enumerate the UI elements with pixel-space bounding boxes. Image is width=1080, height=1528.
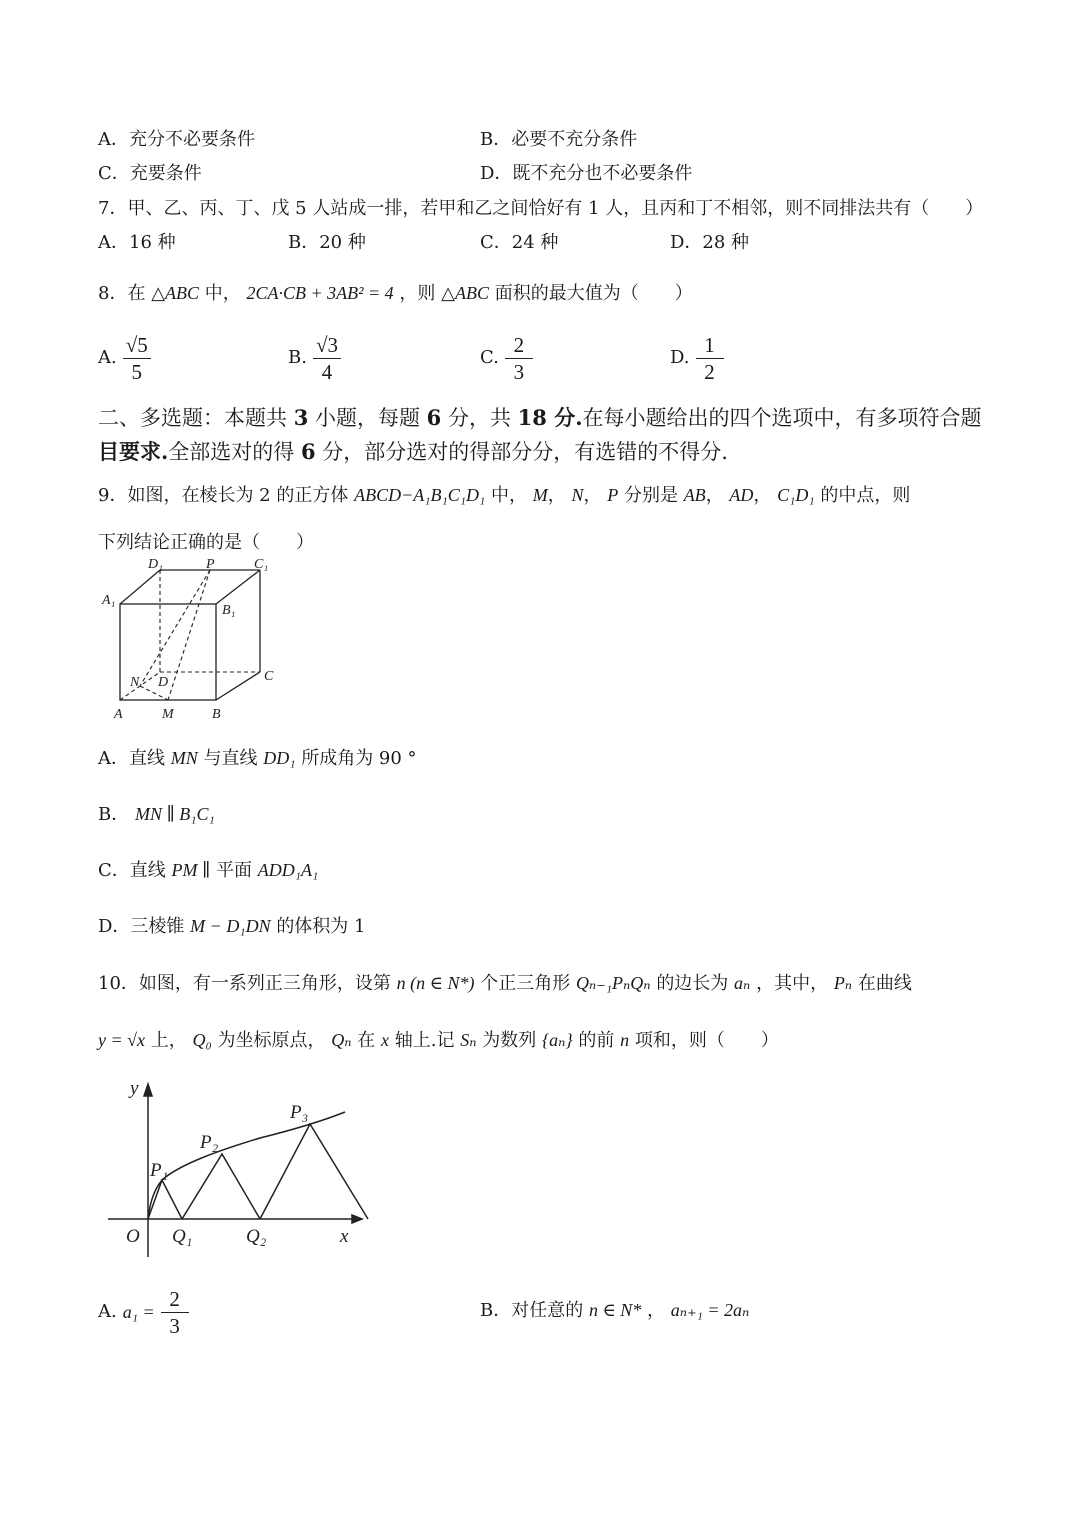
q9-stem-line2: 下列结论正确的是（ ） xyxy=(98,532,314,553)
label-b: B xyxy=(212,707,221,722)
section-number: 3 xyxy=(293,405,309,430)
q10-text: 轴上.记 xyxy=(394,1030,455,1051)
label-c1: C₁ xyxy=(254,557,269,572)
q9-option-d xyxy=(98,914,366,939)
q9-text: ， xyxy=(583,485,602,506)
label-d1: D₁ xyxy=(148,557,163,572)
q7-option-b: B．20 种 xyxy=(288,232,366,253)
triangle-1 xyxy=(148,1180,182,1219)
q10-text: 的前 xyxy=(578,1030,615,1051)
q10-text: 在 xyxy=(357,1030,376,1051)
section-text: 全部选对的得 xyxy=(168,440,301,464)
q10-text: 上， xyxy=(150,1030,187,1051)
q9-option-a xyxy=(98,746,417,771)
curve-sqrt-x xyxy=(148,1112,345,1219)
q10-expression: Q₀ xyxy=(192,1030,212,1050)
q10-expression: Qₙ₋₁PₙQₙ xyxy=(575,973,651,993)
q9-stem-line1 xyxy=(98,483,910,508)
q9-text: D．三棱锥 xyxy=(98,916,185,937)
q9-segment: MN xyxy=(170,748,198,768)
q9-option-c xyxy=(98,858,318,883)
q6-option-c: C．充要条件 xyxy=(98,163,202,184)
q9-text: B． xyxy=(98,804,130,825)
q9-segment: DD₁ xyxy=(263,748,296,768)
q10-stem-line2 xyxy=(98,1028,779,1053)
label-p3: P₃ xyxy=(290,1102,309,1123)
q9-text: 分别是 xyxy=(623,485,678,506)
q10-expression: a₁ = xyxy=(122,1302,155,1322)
section-text: 分，部分选对的得部分分，有选错的不得分. xyxy=(315,440,728,464)
label-p1: P₁ xyxy=(150,1160,169,1181)
cube-edge-bc xyxy=(216,672,260,700)
fraction xyxy=(161,1288,189,1337)
section2-heading-line1 xyxy=(98,403,982,433)
denominator: 3 xyxy=(169,1313,180,1338)
q10-expression: n xyxy=(620,1030,630,1050)
denominator: 5 xyxy=(131,359,142,384)
q10-expression: Sₙ xyxy=(460,1030,477,1050)
q10-text: B．对任意的 xyxy=(480,1300,584,1321)
section-text: 分，共 xyxy=(441,406,518,430)
q10-expression: {aₙ} xyxy=(541,1030,573,1050)
q10-text: 项和，则（ ） xyxy=(634,1030,779,1051)
numerator: 2 xyxy=(513,332,525,357)
q9-text: ， xyxy=(705,485,724,506)
q9-point: P xyxy=(607,485,619,505)
q8-option-c xyxy=(480,330,533,386)
q10-expression: n (n ∈ N*) xyxy=(396,973,475,993)
label-d: D xyxy=(158,675,169,690)
label-y: y xyxy=(130,1078,139,1099)
q10-expression: n ∈ N* xyxy=(588,1300,642,1320)
fraction xyxy=(123,334,151,383)
q6-option-b: B．必要不充分条件 xyxy=(480,129,638,150)
q7-option-d: D．28 种 xyxy=(670,232,750,253)
q9-expression: MN ∥ B₁C₁ xyxy=(134,804,215,824)
segment-pm xyxy=(168,570,210,700)
label-x: x xyxy=(340,1226,349,1247)
section-text: 二、多选题：本题共 xyxy=(98,406,294,430)
denominator: 2 xyxy=(704,359,715,384)
q7-option-a: A．16 种 xyxy=(98,232,176,253)
q6-option-a: A．充分不必要条件 xyxy=(98,129,255,150)
q8-option-b xyxy=(288,330,341,386)
option-label: C. xyxy=(480,347,499,368)
numerator: 2 xyxy=(169,1286,180,1311)
denominator: 4 xyxy=(321,359,333,384)
q9-text: 中， xyxy=(491,485,527,506)
q9-cube-name: ABCD−A₁B₁C₁D₁ xyxy=(354,485,486,505)
q9-text: ， xyxy=(753,485,772,506)
label-p: P xyxy=(206,557,215,572)
section-number: 6 xyxy=(426,405,442,430)
section-text: 在每小题给出的四个选项中，有多项符合题 xyxy=(582,406,982,430)
fraction-bar xyxy=(505,358,533,359)
fraction xyxy=(313,334,341,383)
q9-text: 平面 xyxy=(216,860,253,881)
option-label: B. xyxy=(288,347,307,368)
label-n: N xyxy=(130,675,140,690)
q8-number: 8．在 xyxy=(98,283,146,304)
numerator: 1 xyxy=(704,332,715,357)
label-b1: B₁ xyxy=(222,603,236,618)
q10-option-b xyxy=(480,1298,749,1323)
q10-expression: x xyxy=(380,1030,389,1050)
option-label: D. xyxy=(670,347,690,368)
q8-triangle: △ABC xyxy=(441,283,489,303)
q9-text: ， xyxy=(547,485,566,506)
numerator: √5 xyxy=(125,332,148,357)
q9-text: 的中点，则 xyxy=(820,485,911,506)
q8-vector-expression: 2CA·CB + 3AB² = 4 xyxy=(246,283,394,303)
triangle-3 xyxy=(260,1124,368,1219)
q9-segment: AB xyxy=(683,485,706,505)
label-p2: P₂ xyxy=(200,1132,219,1153)
fraction-bar xyxy=(123,358,151,359)
triangle-2 xyxy=(182,1154,260,1219)
q10-expression: aₙ₊₁ = 2aₙ xyxy=(670,1300,750,1320)
q8-option-d xyxy=(670,330,724,386)
q8-option-a xyxy=(98,330,151,386)
numerator: √3 xyxy=(315,332,338,357)
q9-plane: ADD₁A₁ xyxy=(257,860,319,880)
q9-point: M xyxy=(532,485,548,505)
q10-text: 10．如图，有一系列正三角形，设第 xyxy=(98,973,391,994)
q10-option-a xyxy=(98,1284,189,1340)
q8-stem xyxy=(98,281,693,306)
y-axis-arrow xyxy=(144,1084,152,1096)
q9-segment: C₁D₁ xyxy=(777,485,815,505)
label-a1: A₁ xyxy=(102,593,116,608)
q7-stem: 7．甲、乙、丙、丁、戊 5 人站成一排，若甲和乙之间恰好有 1 人，且丙和丁不相邻，则不同排法共有（ ） xyxy=(98,198,984,219)
section2-heading-line2 xyxy=(98,437,728,467)
label-c: C xyxy=(264,669,274,684)
section-text: 小题，每题 xyxy=(308,406,427,430)
cube-edge-b1c1 xyxy=(216,570,260,604)
q10-text: 为坐标原点， xyxy=(217,1030,326,1051)
q9-text: 9．如图，在棱长为 2 的正方体 xyxy=(98,485,349,506)
q9-expression: PM ∥ xyxy=(171,860,211,880)
q9-cube-figure xyxy=(98,556,288,726)
option-label: A. xyxy=(98,1301,117,1322)
q10-expression: aₙ xyxy=(734,973,751,993)
q9-text: 与直线 xyxy=(203,748,258,769)
q10-expression: y = √x xyxy=(98,1030,146,1050)
q9-text: 所成角为 90 ° xyxy=(301,748,417,769)
label-o: O xyxy=(126,1226,140,1247)
fraction-bar xyxy=(161,1312,189,1313)
q10-text: 的边长为 xyxy=(656,973,729,994)
section-text: 目要求. xyxy=(98,439,169,464)
q9-text: A．直线 xyxy=(98,748,165,769)
q8-text: 面积的最大值为（ ） xyxy=(494,283,693,304)
q10-expression: Pₙ xyxy=(833,973,853,993)
q6-option-d: D．既不充分也不必要条件 xyxy=(480,163,693,184)
q9-text: C．直线 xyxy=(98,860,166,881)
segment-pn xyxy=(140,570,210,686)
q10-text: ，其中， xyxy=(756,973,829,994)
denominator: 3 xyxy=(513,359,525,384)
q9-point: N xyxy=(571,485,584,505)
section-text: 分. xyxy=(546,405,583,430)
q10-text: 为数列 xyxy=(482,1030,537,1051)
q9-expression: M − D₁DN xyxy=(190,916,271,936)
q8-text: 中， xyxy=(204,283,241,304)
section-number: 18 xyxy=(517,405,547,430)
label-q1: Q₁ xyxy=(172,1226,193,1247)
option-label: A. xyxy=(98,347,117,368)
q9-text: 的体积为 1 xyxy=(276,916,366,937)
q7-option-c: C．24 种 xyxy=(480,232,559,253)
q10-text: 个正三角形 xyxy=(480,973,571,994)
x-axis-arrow xyxy=(352,1215,362,1223)
q8-text: ，则 xyxy=(399,283,436,304)
section-number: 6 xyxy=(301,439,316,464)
q9-segment: AD xyxy=(729,485,754,505)
fraction xyxy=(696,334,724,383)
q9-option-b xyxy=(98,802,215,827)
label-m: M xyxy=(162,707,174,722)
q10-expression: Qₙ xyxy=(331,1030,352,1050)
label-q2: Q₂ xyxy=(246,1226,267,1247)
fraction-bar xyxy=(313,358,341,359)
cube-edge-a1d1 xyxy=(120,570,160,604)
q10-text: 在曲线 xyxy=(857,973,912,994)
label-a: A xyxy=(114,707,123,722)
q10-stem-line1 xyxy=(98,971,912,996)
fraction-bar xyxy=(696,358,724,359)
q10-triangles-figure xyxy=(100,1072,370,1262)
fraction xyxy=(505,334,533,383)
q8-triangle: △ABC xyxy=(151,283,200,303)
q10-text: ， xyxy=(647,1300,666,1321)
